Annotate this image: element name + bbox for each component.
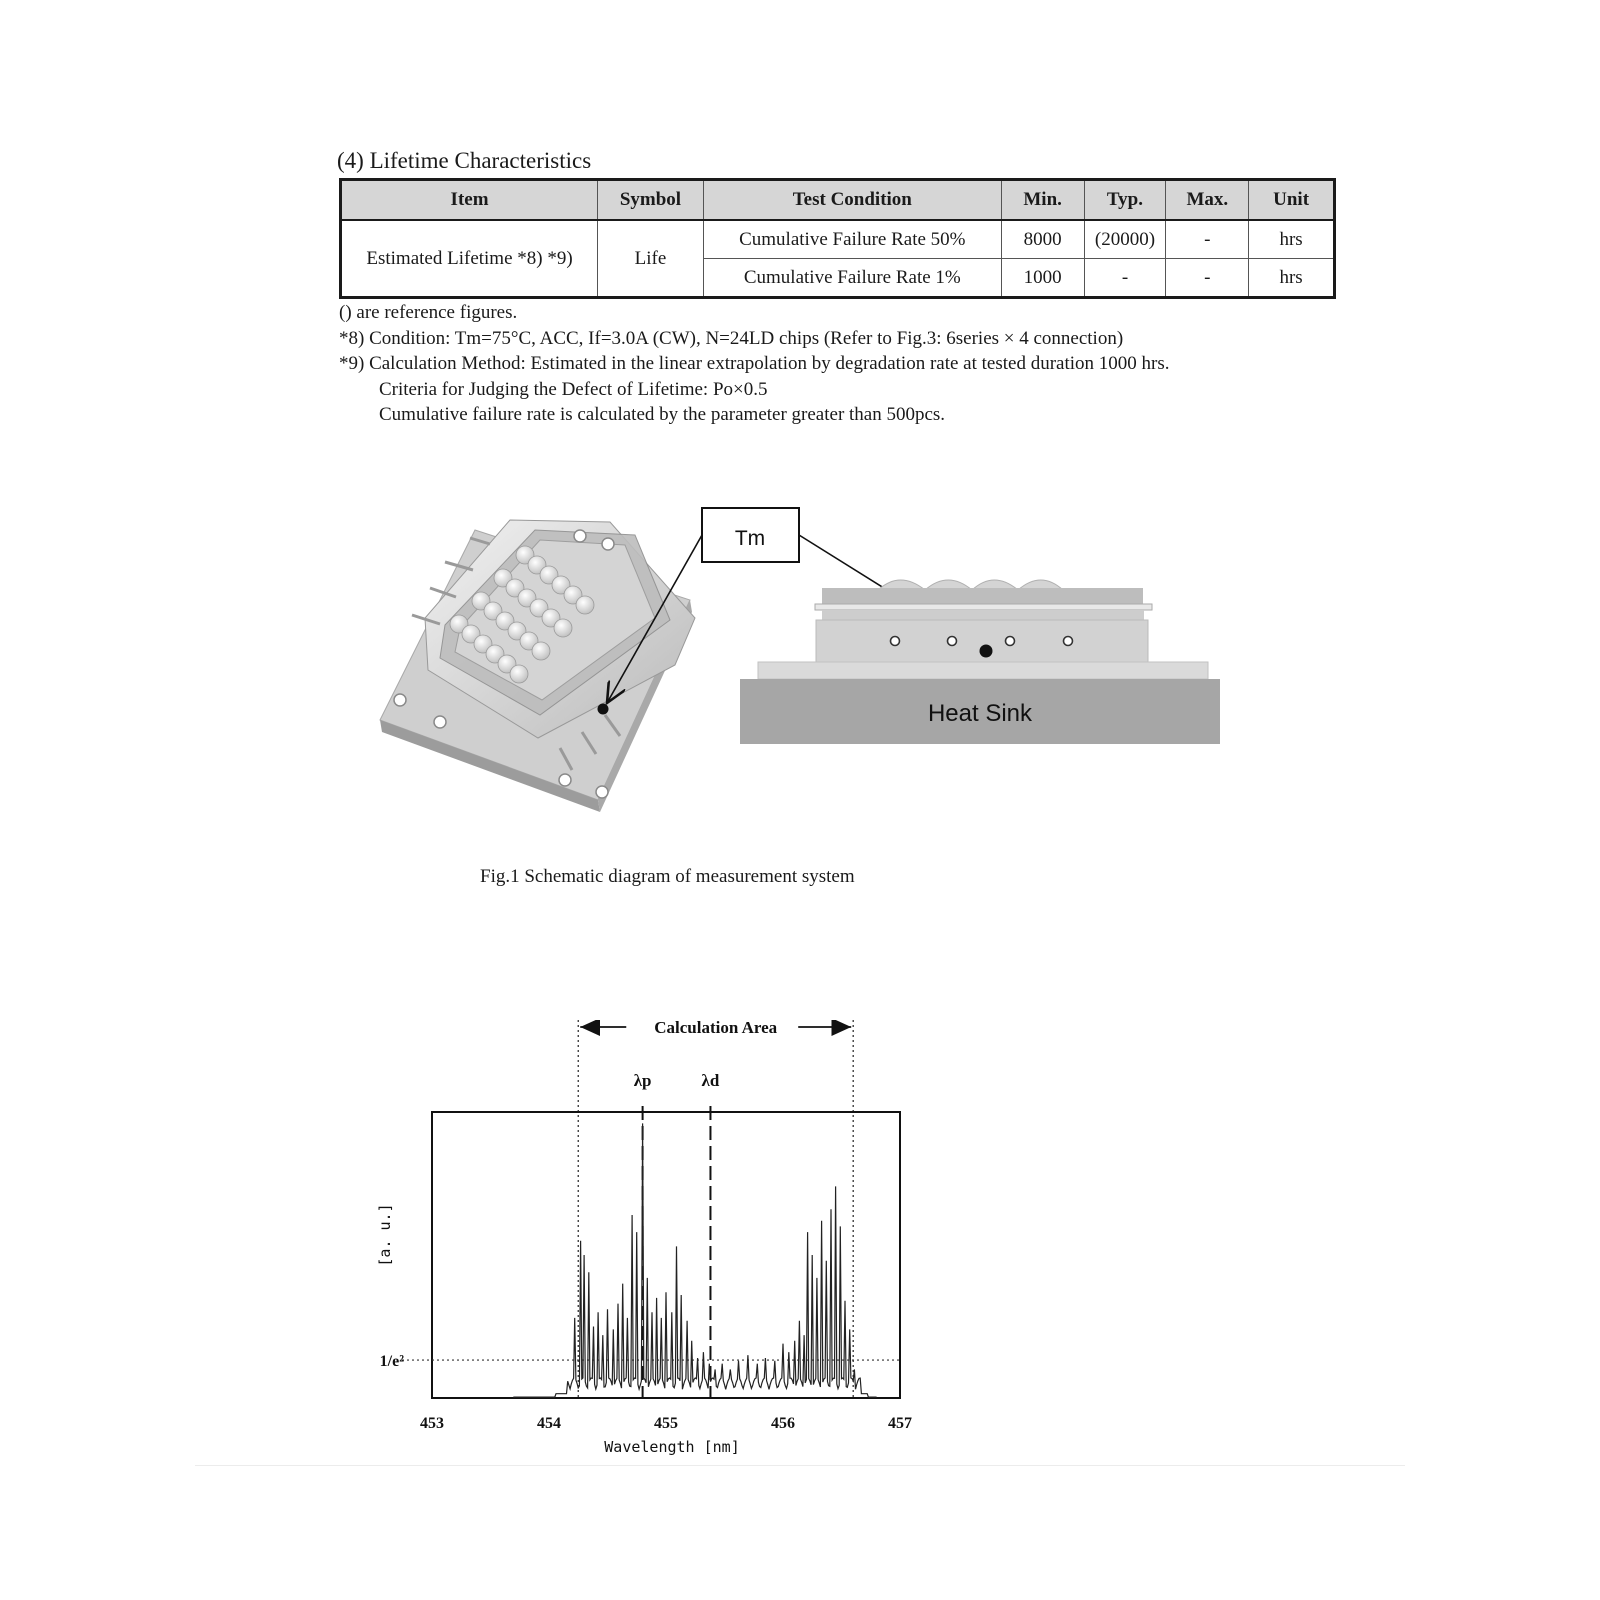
cell-typ: (20000) — [1084, 220, 1166, 259]
section-title: (4) Lifetime Characteristics — [337, 148, 592, 173]
spectrum-chart — [372, 1020, 932, 1460]
note-9: *9) Calculation Method: Estimated in the linear extrapolation by degradation rate at tested duration 1000 hrs. — [339, 353, 1170, 375]
header-typ: Typ. — [1084, 180, 1166, 221]
cell-min: 8000 — [1001, 220, 1084, 259]
divider — [195, 1465, 1405, 1466]
cell-condition: Cumulative Failure Rate 50% — [703, 220, 1001, 259]
x-tick-label: 453 — [420, 1415, 444, 1432]
side-view-image — [758, 580, 1208, 679]
header-item: Item — [341, 180, 598, 221]
x-tick-label: 456 — [771, 1415, 795, 1432]
header-max: Max. — [1166, 180, 1249, 221]
table-row — [341, 220, 1335, 259]
x-tick-label: 455 — [654, 1415, 678, 1432]
laser-package-image — [380, 520, 695, 812]
header-test-condition: Test Condition — [703, 180, 1001, 221]
spectrum-line — [514, 1123, 877, 1398]
x-axis-label: Wavelength [nm] — [604, 1438, 740, 1456]
cell-condition: Cumulative Failure Rate 1% — [703, 259, 1001, 298]
y-axis-label: [a. u.] — [376, 1203, 394, 1267]
threshold-label: 1/e² — [379, 1353, 404, 1371]
spectrum-series — [514, 1123, 877, 1398]
tm-label: Tm — [734, 527, 766, 550]
cell-symbol: Life — [598, 220, 704, 298]
heat-sink-label: Heat Sink — [927, 700, 1033, 727]
cell-unit: hrs — [1249, 259, 1335, 298]
note-9-criteria: Criteria for Judging the Defect of Lifetime: Po×0.5 — [379, 378, 768, 400]
tm-point-marker — [598, 704, 609, 715]
cell-typ: - — [1084, 259, 1166, 298]
cell-max: - — [1166, 259, 1249, 298]
tm-side-marker — [980, 645, 993, 658]
lifetime-table — [339, 178, 1336, 299]
lambda-p-label: λp — [633, 1071, 652, 1090]
cell-unit: hrs — [1249, 220, 1335, 259]
figure-caption: Fig.1 Schematic diagram of measurement system — [480, 866, 855, 887]
header-unit: Unit — [1249, 180, 1335, 221]
cell-max: - — [1166, 220, 1249, 259]
calc-area-label: Calculation Area — [654, 1020, 778, 1037]
lambda-d-label: λd — [701, 1071, 720, 1090]
x-tick-label: 454 — [537, 1415, 561, 1432]
note-reference: () are reference figures. — [339, 302, 518, 323]
table-header-row — [341, 180, 1335, 221]
header-min: Min. — [1001, 180, 1084, 221]
header-symbol: Symbol — [598, 180, 704, 221]
x-tick-labels — [420, 1415, 912, 1432]
note-8: *8) Condition: Tm=75°C, ACC, If=3.0A (CW), N=24LD chips (Refer to Fig.3: 6series × 4 connection) — [339, 327, 1124, 349]
table-notes — [339, 300, 1170, 428]
cell-min: 1000 — [1001, 259, 1084, 298]
measurement-schematic — [370, 500, 1270, 840]
x-tick-label: 457 — [888, 1415, 912, 1432]
note-9-failure-rate: Cumulative failure rate is calculated by the parameter greater than 500pcs. — [379, 404, 946, 426]
cell-item: Estimated Lifetime *8) *9) — [341, 220, 598, 298]
